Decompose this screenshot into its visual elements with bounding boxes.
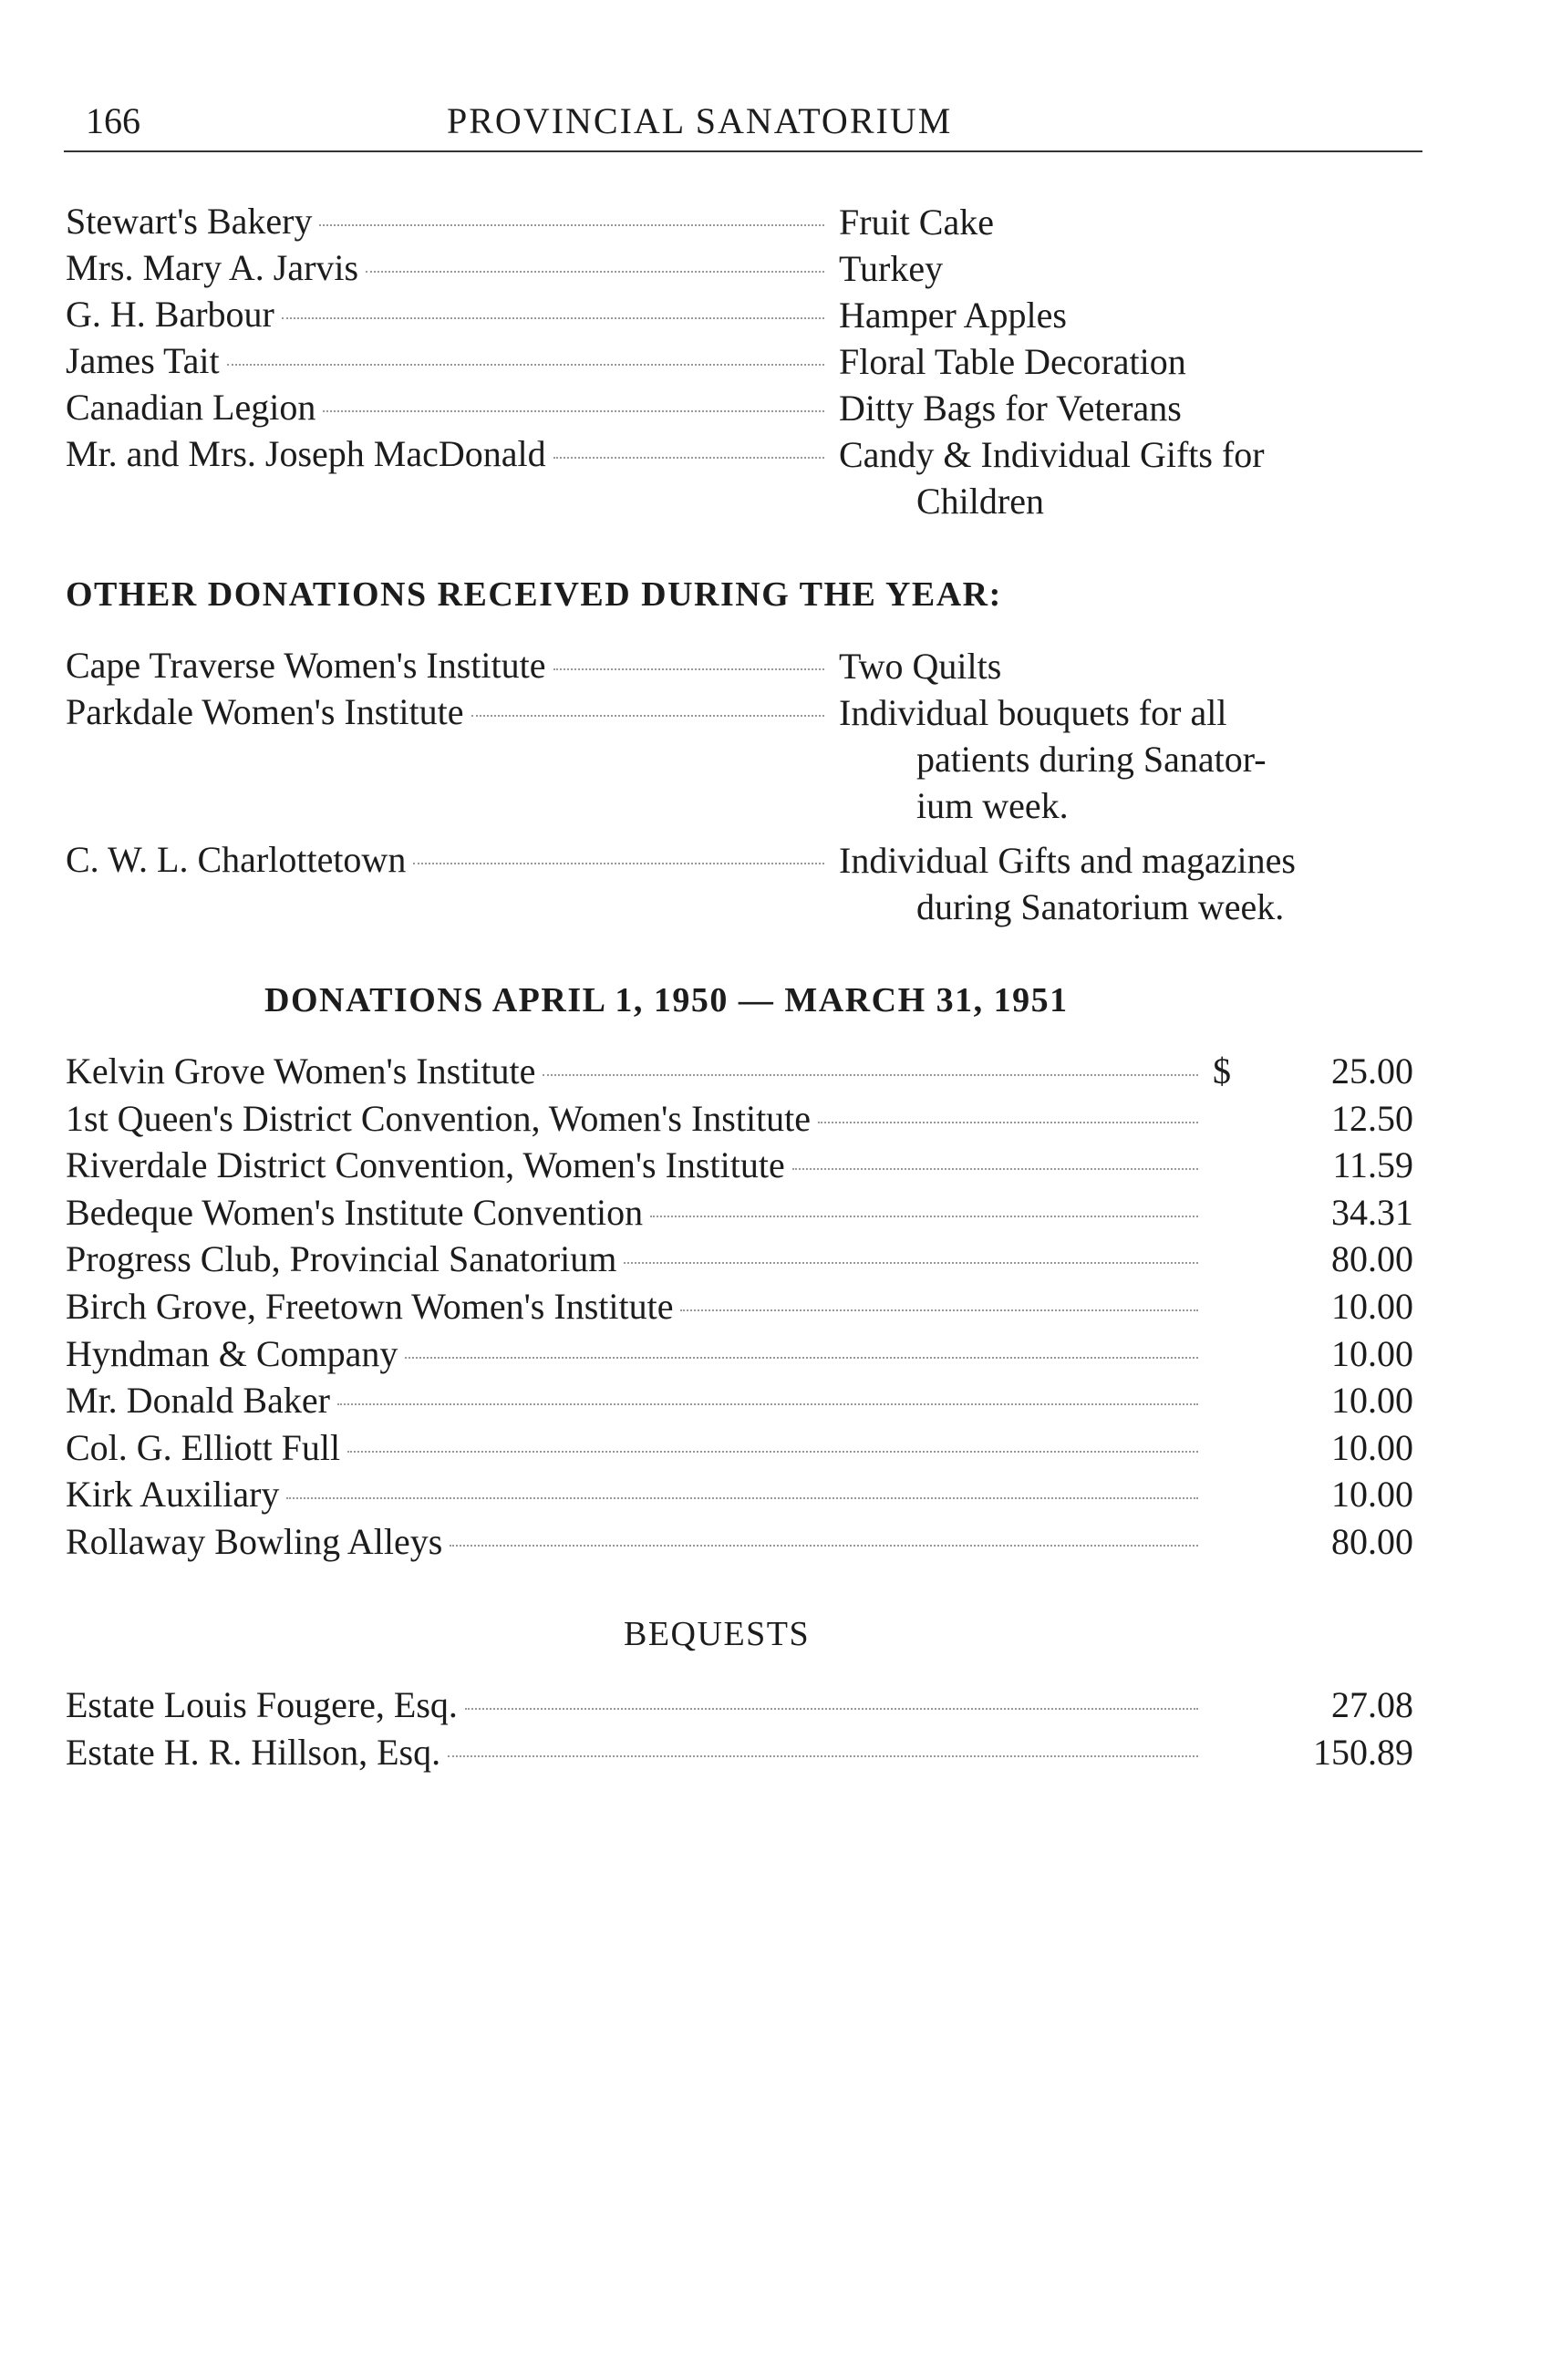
donation-amount: 34.31 [1331, 1191, 1413, 1233]
donation-row [66, 1143, 1205, 1188]
dot-leader [405, 1357, 1198, 1359]
donation-amount: 150.89 [1313, 1732, 1413, 1773]
donation-amount: 12.50 [1331, 1097, 1413, 1139]
donation-amount: 10.00 [1331, 1380, 1413, 1422]
gift-description: Turkey [839, 248, 944, 289]
gift-description: Two Quilts [839, 646, 1002, 687]
currency-symbol: $ [1213, 1050, 1231, 1092]
dot-leader [543, 1074, 1198, 1076]
donation-amount: 10.00 [1331, 1332, 1413, 1374]
donor-name: Mr. and Mrs. Joseph MacDonald [66, 433, 546, 474]
gift-row [66, 199, 832, 244]
dot-leader [680, 1309, 1198, 1311]
donation-amount: 80.00 [1331, 1238, 1413, 1280]
dot-leader [818, 1122, 1198, 1123]
dot-leader [553, 457, 824, 459]
donor-name: 1st Queen's District Convention, Women's Institute [66, 1097, 812, 1139]
gift-description: Fruit Cake [839, 202, 994, 243]
gift-description: Hamper Apples [839, 295, 1067, 336]
donor-name: Birch Grove, Freetown Women's Institute [66, 1286, 674, 1327]
donor-name: Estate Louis Fougere, Esq. [66, 1684, 458, 1725]
gift-description: Floral Table Decoration [839, 341, 1186, 382]
donation-amount: 25.00 [1331, 1050, 1413, 1092]
gift-row [66, 643, 832, 688]
donor-name: Hyndman & Company [66, 1332, 398, 1374]
donation-amount: 80.00 [1331, 1521, 1413, 1562]
donor-name: Stewart's Bakery [66, 201, 313, 242]
dot-leader [286, 1497, 1198, 1499]
donor-name: Cape Traverse Women's Institute [66, 645, 546, 686]
dot-leader [471, 715, 824, 717]
donor-name: C. W. L. Charlottetown [66, 839, 407, 880]
section-heading-donations: DONATIONS APRIL 1, 1950 — MARCH 31, 1951 [264, 981, 1069, 1019]
donor-name: James Tait [66, 340, 220, 381]
donation-row [66, 1049, 1205, 1094]
gift-row [66, 292, 832, 337]
donation-row [66, 1730, 1205, 1775]
dot-leader [413, 863, 824, 864]
donor-name: Kelvin Grove Women's Institute [66, 1050, 536, 1092]
donation-amount: 11.59 [1332, 1144, 1413, 1186]
gift-description-continued: during Sanatorium week. [916, 886, 1285, 927]
donation-amount: 10.00 [1331, 1286, 1413, 1327]
donor-name: Progress Club, Provincial Sanatorium [66, 1238, 617, 1280]
gift-description-continued: ium week. [916, 785, 1069, 826]
dot-leader [227, 364, 824, 366]
dot-leader [282, 317, 824, 319]
donation-row [66, 1519, 1205, 1565]
donor-name: Col. G. Elliott Full [66, 1426, 341, 1468]
gift-description-continued: Children [916, 481, 1044, 522]
donation-row [66, 1331, 1205, 1377]
donor-name: Parkdale Women's Institute [66, 691, 464, 732]
gift-row [66, 837, 832, 883]
gift-description: Individual bouquets for all [839, 692, 1227, 733]
donation-row [66, 1096, 1205, 1142]
donor-name: Riverdale District Convention, Women's Institute [66, 1144, 785, 1186]
dot-leader [337, 1403, 1198, 1405]
donation-row [66, 1682, 1205, 1728]
donor-name: Rollaway Bowling Alleys [66, 1521, 443, 1562]
dot-leader [624, 1262, 1198, 1264]
donor-name: Kirk Auxiliary [66, 1474, 280, 1516]
donor-name: Mrs. Mary A. Jarvis [66, 247, 359, 288]
section-heading-bequests: BEQUESTS [624, 1615, 811, 1653]
page-header [64, 96, 1422, 152]
gift-description-continued: patients during Sanator- [916, 739, 1267, 780]
gift-row [66, 385, 832, 430]
gift-description: Ditty Bags for Veterans [839, 388, 1182, 429]
donation-amount: 10.00 [1331, 1426, 1413, 1468]
donation-row [66, 1472, 1205, 1517]
donor-name: Bedeque Women's Institute Convention [66, 1191, 644, 1233]
donation-amount: 10.00 [1331, 1474, 1413, 1516]
page-number: 166 [86, 100, 140, 141]
donor-name: Mr. Donald Baker [66, 1380, 330, 1422]
running-title: PROVINCIAL SANATORIUM [447, 100, 953, 141]
donor-name: Estate H. R. Hillson, Esq. [66, 1732, 441, 1773]
gift-row [66, 338, 832, 384]
dot-leader [553, 668, 824, 670]
donation-row [66, 1284, 1205, 1330]
dot-leader [319, 224, 824, 226]
gift-row [66, 431, 832, 477]
donation-row [66, 1425, 1205, 1471]
dot-leader [465, 1708, 1198, 1710]
section-heading-other-donations: OTHER DONATIONS RECEIVED DURING THE YEAR: [66, 575, 1002, 614]
gift-description: Candy & Individual Gifts for [839, 434, 1265, 475]
dot-leader [792, 1168, 1198, 1170]
dot-leader [347, 1451, 1198, 1453]
donation-amount: 27.08 [1331, 1684, 1413, 1725]
donor-name: G. H. Barbour [66, 294, 274, 335]
dot-leader [650, 1216, 1198, 1217]
gift-description: Individual Gifts and magazines [839, 840, 1296, 881]
donation-row [66, 1190, 1205, 1236]
gift-row [66, 689, 832, 735]
donation-row [66, 1378, 1205, 1423]
dot-leader [323, 410, 824, 412]
dot-leader [448, 1755, 1198, 1757]
donor-name: Canadian Legion [66, 387, 316, 428]
gift-row [66, 245, 832, 291]
dot-leader [366, 271, 824, 273]
dot-leader [450, 1545, 1198, 1547]
donation-row [66, 1237, 1205, 1282]
